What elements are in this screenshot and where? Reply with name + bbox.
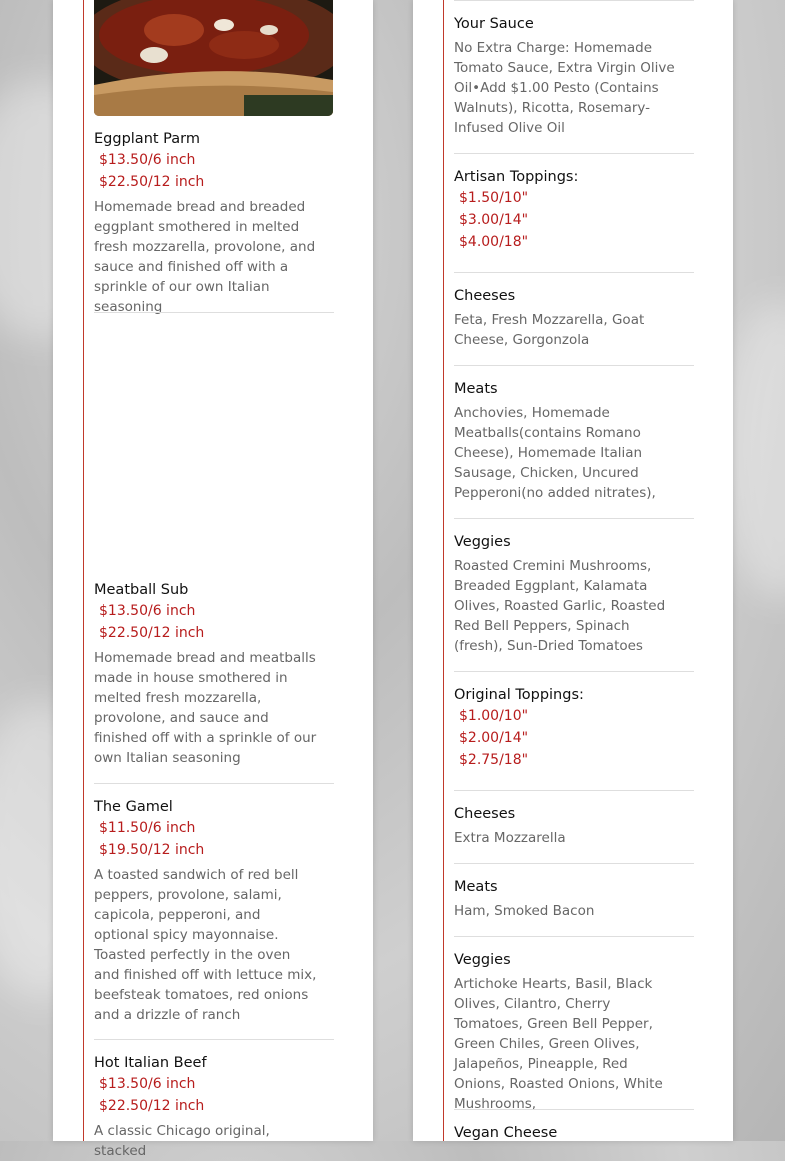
item-price: $22.50/12 inch: [99, 174, 205, 190]
group-body: Artichoke Hearts, Basil, Black Olives, Cilantro, Cherry Tomatoes, Green Bell Pepper, Green Chiles, Green Olives, Jalapeños, Pineapple, Red Onions, Roasted Onions, White Mushrooms,: [454, 976, 663, 1112]
artisan-toppings-section: [454, 167, 694, 253]
group-body: Roasted Cremini Mushrooms, Breaded Eggplant, Kalamata Olives, Roasted Garlic, Roasted Red Bell Peppers, Spinach (fresh), Sun-Dried Tomatoes: [454, 558, 666, 654]
item-price: $22.50/12 inch: [99, 1098, 205, 1114]
section-title: Your Sauce: [454, 16, 534, 32]
menu-item: [94, 797, 334, 1025]
section-title: Original Toppings:: [454, 687, 584, 703]
group-title: Meats: [454, 381, 498, 397]
item-price: $13.50/6 inch: [99, 152, 196, 168]
group-title: Veggies: [454, 534, 511, 550]
item-description: A toasted sandwich of red bell peppers, provolone, salami, capicola, pepperoni, and optional spicy mayonnaise. Toasted perfectly in the oven and finished off with lettuce mix, beefsteak tomatoes, red onions and a drizzle of ranch: [94, 867, 317, 1023]
topping-price: $3.00/14": [459, 212, 529, 228]
topping-group: [454, 532, 694, 656]
group-title: Cheeses: [454, 806, 516, 822]
topping-price: $4.00/18": [459, 234, 529, 250]
menu-item: [94, 580, 334, 768]
divider: [454, 153, 694, 154]
topping-group: [454, 877, 694, 921]
item-price: $22.50/12 inch: [99, 625, 205, 641]
card-accent-line: [443, 0, 444, 1141]
group-body: Ham, Smoked Bacon: [454, 903, 595, 919]
group-body: Extra Mozzarella: [454, 830, 566, 846]
topping-group: [454, 379, 694, 503]
item-name: Meatball Sub: [94, 582, 189, 598]
vegan-cheese-section: [454, 1123, 694, 1143]
item-name: Eggplant Parm: [94, 131, 200, 147]
topping-price: $2.75/18": [459, 752, 529, 768]
divider: [454, 365, 694, 366]
section-body: No Extra Charge: Homemade Tomato Sauce, Extra Virgin Olive Oil•Add $1.00 Pesto (Contains Walnuts), Ricotta, Rosemary-Infused Olive Oil: [454, 40, 675, 136]
group-body: Feta, Fresh Mozzarella, Goat Cheese, Gorgonzola: [454, 312, 645, 348]
original-toppings-section: [454, 685, 694, 771]
sauce-section: [454, 14, 694, 138]
group-title: Meats: [454, 879, 498, 895]
group-title: Veggies: [454, 952, 511, 968]
card-accent-line: [83, 0, 84, 1141]
divider: [94, 312, 334, 313]
item-price: $11.50/6 inch: [99, 820, 196, 836]
group-body: Anchovies, Homemade Meatballs(contains Romano Cheese), Homemade Italian Sausage, Chicken, Uncured Pepperoni(no added nitrates),: [454, 405, 656, 501]
menu-item: [94, 1053, 334, 1161]
item-price: $13.50/6 inch: [99, 603, 196, 619]
item-description: Homemade bread and meatballs made in house smothered in melted fresh mozzarella, provolone, and sauce and finished off with a sprinkle of our own Italian seasoning: [94, 650, 317, 766]
section-title: Artisan Toppings:: [454, 169, 579, 185]
topping-price: $1.00/10": [459, 708, 529, 724]
group-title: Cheeses: [454, 288, 516, 304]
item-name: The Gamel: [94, 799, 173, 815]
divider: [454, 1109, 694, 1110]
divider: [454, 272, 694, 273]
divider: [454, 0, 694, 1]
divider: [454, 671, 694, 672]
item-price: $19.50/12 inch: [99, 842, 205, 858]
topping-group: [454, 804, 694, 848]
item-name: Hot Italian Beef: [94, 1055, 207, 1071]
item-description: Homemade bread and breaded eggplant smothered in melted fresh mozzarella, provolone, and sauce and finished off with a sprinkle of our own Italian seasoning: [94, 199, 316, 315]
divider: [94, 1039, 334, 1040]
divider: [454, 863, 694, 864]
topping-price: $1.50/10": [459, 190, 529, 206]
topping-group: [454, 950, 694, 1114]
divider: [454, 518, 694, 519]
item-description: A classic Chicago original, stacked: [94, 1123, 270, 1159]
eggplant-parm-photo: [94, 0, 333, 116]
section-title: Vegan Cheese: [454, 1125, 558, 1141]
divider: [454, 936, 694, 937]
item-price: $13.50/6 inch: [99, 1076, 196, 1092]
topping-group: [454, 286, 694, 350]
divider: [454, 790, 694, 791]
divider: [94, 783, 334, 784]
topping-price: $2.00/14": [459, 730, 529, 746]
menu-item: [94, 129, 334, 317]
